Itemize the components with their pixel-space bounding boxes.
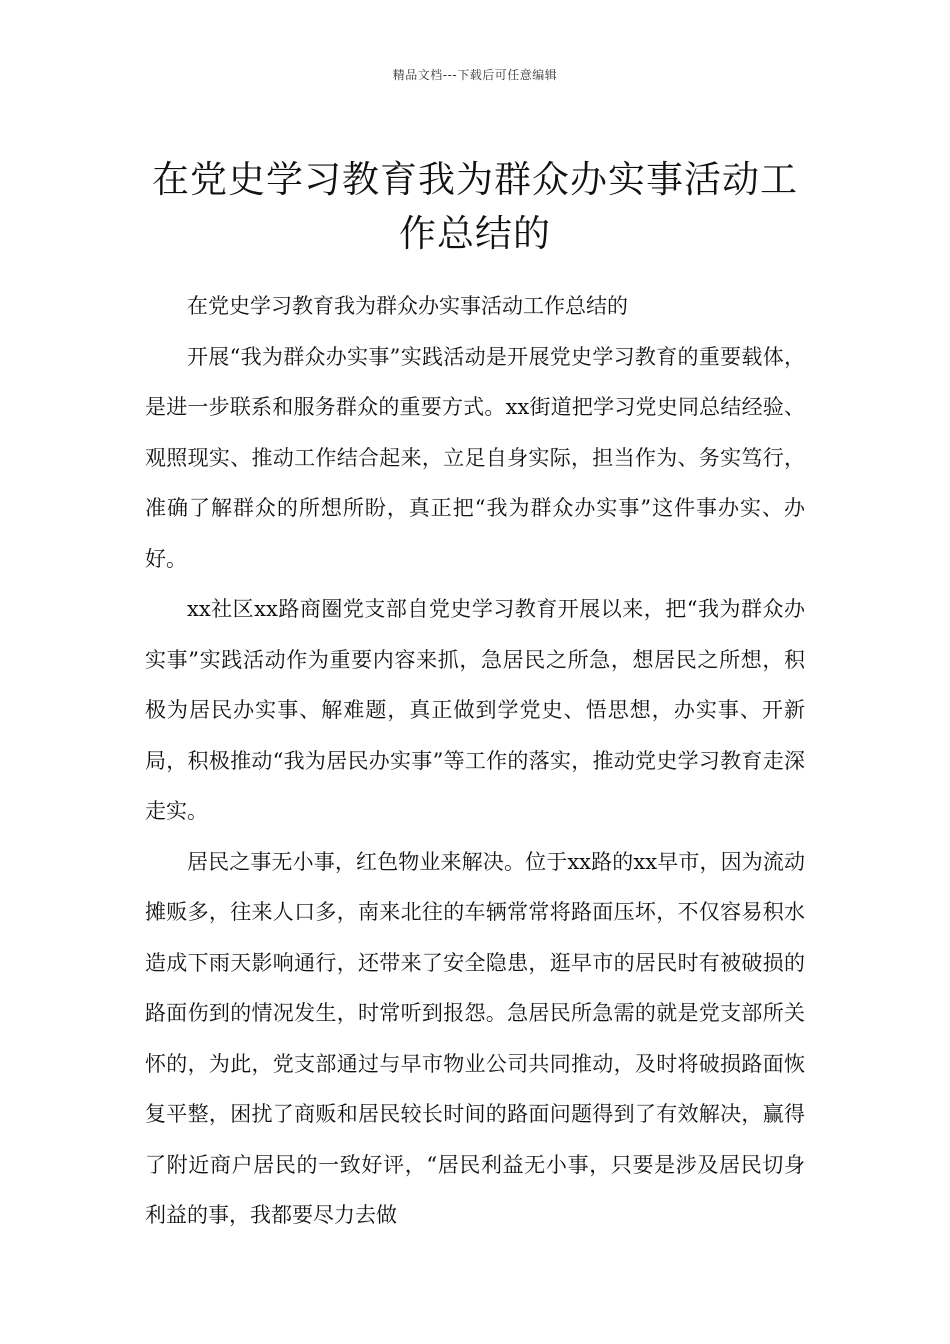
paragraph-subtitle: 在党史学习教育我为群众办实事活动工作总结的 xyxy=(187,294,628,318)
document-body xyxy=(145,281,805,1241)
paragraph: xx社区xx路商圈党支部自党史学习教育开展以来，把“我为群众办实事”实践活动作为重要内容来抓，急居民之所急，想居民之所想，积极为居民办实事、解难题，真正做到学党史、悟思想，办实事、开新局，积极推动“我为居民办实事”等工作的落实，推动党史学习教育走深走实。 xyxy=(145,597,805,823)
header-note: 精品文档---下载后可任意编辑 xyxy=(392,68,558,82)
paragraph: 居民之事无小事，红色物业来解决。位于xx路的xx早市，因为流动摊贩多，往来人口多，南来北往的车辆常常将路面压坏，不仅容易积水造成下雨天影响通行，还带来了安全隐患，逛早市的居民时有被破损的路面伤到的情况发生，时常听到报怨。急居民所急需的就是党支部所关怀的，为此，党支部通过与早市物业公司共同推动，及时将破损路面恢复平整，困扰了商贩和居民较长时间的路面问题得到了有效解决，赢得了附近商户居民的一致好评，“居民利益无小事，只要是涉及居民切身利益的事，我都要尽力去做 xyxy=(145,849,805,1227)
document-title: 在党史学习教育我为群众办实事活动工作总结的 xyxy=(152,157,798,255)
paragraph: 开展“我为群众办实事”实践活动是开展党史学习教育的重要载体，是进一步联系和服务群众的重要方式。xx街道把学习党史同总结经验、观照现实、推动工作结合起来，立足自身实际，担当作为、务实笃行，准确了解群众的所想所盼，真正把“我为群众办实事”这件事办实、办好。 xyxy=(145,344,805,571)
